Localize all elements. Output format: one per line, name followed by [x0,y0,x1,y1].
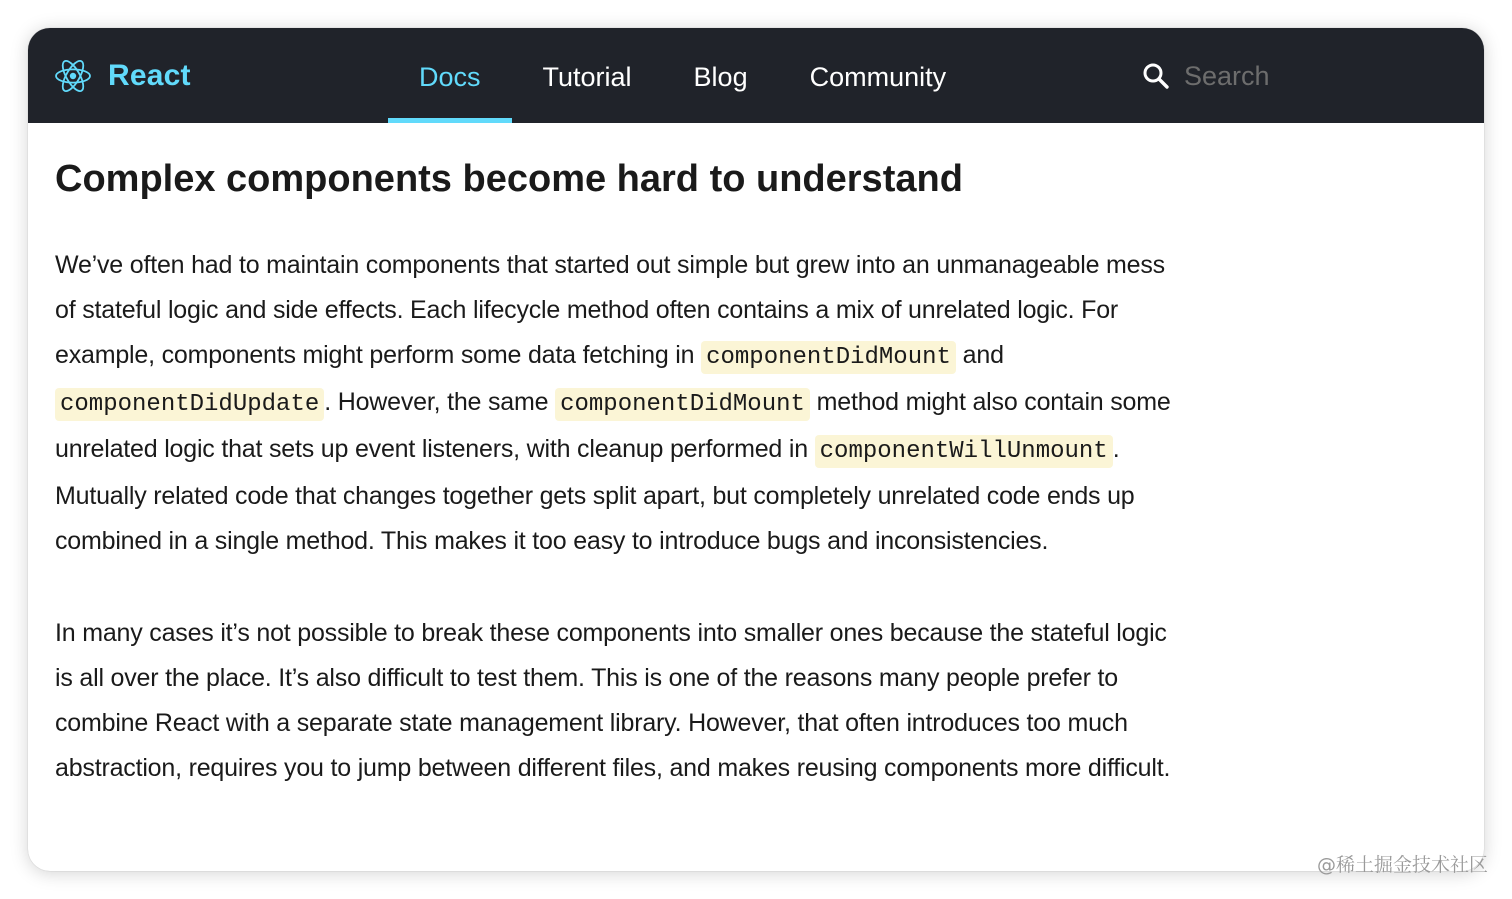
page-title: Complex components become hard to understand [55,158,963,200]
paragraph-1 [55,243,1185,564]
inline-code: componentDidUpdate [55,388,324,421]
nav-link-blog[interactable]: Blog [693,62,748,92]
inline-code: componentDidMount [701,341,956,374]
nav-link-tutorial[interactable]: Tutorial [542,62,632,92]
brand-name: React [108,59,191,92]
main-nav [388,28,977,123]
search-box [1142,56,1442,96]
browser-window [28,28,1484,871]
paragraph-1-text: and [955,341,1004,369]
inline-code: componentWillUnmount [815,435,1113,468]
inline-code: componentDidMount [555,388,810,421]
top-navbar [28,28,1484,123]
react-logo-icon [54,58,92,94]
paragraph-1-text: . However, the same [324,388,556,416]
paragraph-1-text: method might also contain some unrelated logic that sets up event listeners, with cleanup performed in [55,388,1171,463]
nav-link-docs[interactable]: Docs [388,28,512,123]
watermark: @稀土掘金技术社区 [1316,854,1488,876]
nav-link-community[interactable]: Community [809,62,947,92]
search-input[interactable] [1184,61,1434,92]
paragraph-2: In many cases it’s not possible to break these components into smaller ones because the stateful logic is all over the place. It’s also difficult to test them. This is one of the reasons many people prefer to combine React with a separate state management library. However, that often introduces too much abstraction, requires you to jump between different files, and makes reusing components more difficult. [55,619,1171,782]
brand-home-link[interactable] [54,58,191,94]
article-content [55,123,1185,791]
search-icon[interactable] [1142,62,1170,90]
paragraph-1-text: We’ve often had to maintain components that started out simple but grew into an unmanageable mess of stateful logic and side effects. Each lifecycle method often contains a mix of unrelated logic. For example, components might perform some data fetching in [55,251,1165,369]
paragraph-1-text: . Mutually related code that changes together gets split apart, but completely unrelated code ends up combined in a single method. This makes it too easy to introduce bugs and inconsistencies. [55,435,1135,555]
